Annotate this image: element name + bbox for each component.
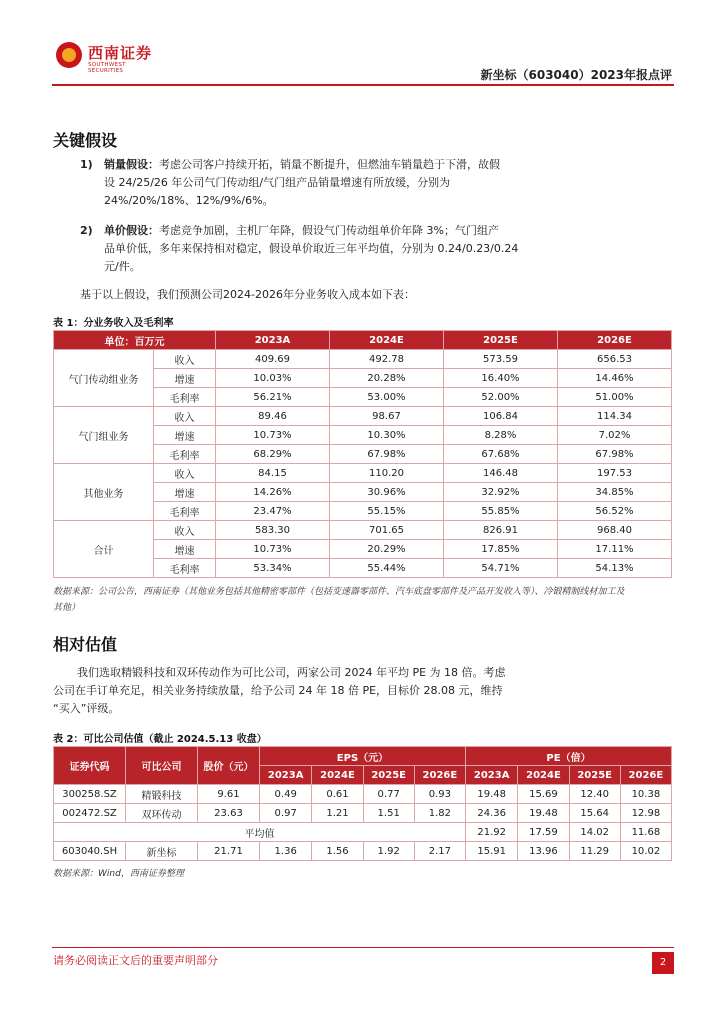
assumption-2 — [80, 222, 680, 276]
table-row — [54, 521, 672, 540]
table1-header-year: 2025E — [444, 331, 558, 350]
average-row — [54, 823, 672, 842]
company-price: 23.63 — [198, 804, 260, 823]
table-cell: 32.92% — [444, 483, 558, 502]
table1-caption: 表 1：分业务收入及毛利率 — [53, 318, 174, 329]
item-text: 考虑竞争加剧，主机厂年降，假设气门传动组单价年降 3%；气门组产 — [159, 224, 499, 237]
table-cell: 16.40% — [444, 369, 558, 388]
table-cell: 98.67 — [330, 407, 444, 426]
table-cell: 52.00% — [444, 388, 558, 407]
pe-cell: 13.96 — [518, 842, 569, 861]
table-cell: 110.20 — [330, 464, 444, 483]
company-price: 9.61 — [198, 785, 260, 804]
eps-cell: 1.92 — [363, 842, 414, 861]
metric-label: 收入 — [154, 521, 216, 540]
item-text: 考虑公司客户持续开拓，销量不断提升，但燃油车销量趋于下滑，故假 — [159, 158, 500, 171]
segment-revenue-table — [53, 330, 672, 578]
table-cell: 20.29% — [330, 540, 444, 559]
metric-label: 增速 — [154, 426, 216, 445]
header-year: 2024E — [518, 766, 569, 785]
table-cell: 67.68% — [444, 445, 558, 464]
table-cell: 53.34% — [216, 559, 330, 578]
pe-cell: 19.48 — [518, 804, 569, 823]
table-row — [54, 407, 672, 426]
table-cell: 7.02% — [558, 426, 672, 445]
pe-cell: 15.69 — [518, 785, 569, 804]
source-line: 其他） — [53, 603, 81, 613]
table-cell: 701.65 — [330, 521, 444, 540]
metric-label: 增速 — [154, 369, 216, 388]
item-text: 24%/20%/18%、12%/9%/6%。 — [104, 194, 274, 207]
metric-label: 毛利率 — [154, 559, 216, 578]
eps-cell: 1.21 — [312, 804, 363, 823]
table-cell: 10.73% — [216, 540, 330, 559]
table-row — [54, 842, 672, 861]
header-code: 证券代码 — [54, 747, 126, 785]
table-cell: 34.85% — [558, 483, 672, 502]
table-cell: 656.53 — [558, 350, 672, 369]
header-eps: EPS（元） — [260, 747, 466, 766]
logo-en-text: SOUTHWEST SECURITIES — [88, 62, 126, 74]
table1-header-year: 2023A — [216, 331, 330, 350]
table-cell: 20.28% — [330, 369, 444, 388]
table-row — [54, 464, 672, 483]
header-price: 股价（元） — [198, 747, 260, 785]
table1-header-unit: 单位：百万元 — [54, 331, 216, 350]
table2-source: 数据来源：Wind，西南证券整理 — [53, 869, 184, 879]
item-text: 元/件。 — [104, 260, 141, 273]
table-cell: 968.40 — [558, 521, 672, 540]
eps-cell: 0.93 — [414, 785, 465, 804]
header-year: 2023A — [465, 766, 517, 785]
table-cell: 23.47% — [216, 502, 330, 521]
section-title-assumptions: 关键假设 — [53, 131, 118, 150]
eps-cell: 0.97 — [260, 804, 312, 823]
item-number: 1) — [80, 158, 93, 171]
peer-valuation-table — [53, 746, 672, 861]
pe-cell: 12.40 — [569, 785, 620, 804]
table-cell: 583.30 — [216, 521, 330, 540]
header-year: 2026E — [414, 766, 465, 785]
table-cell: 573.59 — [444, 350, 558, 369]
table-cell: 17.85% — [444, 540, 558, 559]
table-cell: 55.85% — [444, 502, 558, 521]
eps-cell: 1.36 — [260, 842, 312, 861]
table-cell: 67.98% — [330, 445, 444, 464]
pe-cell: 19.48 — [465, 785, 517, 804]
table2-caption: 表 2：可比公司估值（截止 2024.5.13 收盘） — [53, 734, 267, 745]
company-code: 002472.SZ — [54, 804, 126, 823]
table1-source — [53, 584, 625, 616]
header-pe: PE（倍） — [465, 747, 671, 766]
metric-label: 毛利率 — [154, 445, 216, 464]
table-cell: 68.29% — [216, 445, 330, 464]
item-label: 单价假设： — [104, 224, 159, 237]
table-cell: 114.34 — [558, 407, 672, 426]
segment-name: 气门组业务 — [54, 407, 154, 464]
pe-cell: 10.38 — [620, 785, 671, 804]
table-cell: 197.53 — [558, 464, 672, 483]
metric-label: 增速 — [154, 483, 216, 502]
table-cell: 53.00% — [330, 388, 444, 407]
table-cell: 89.46 — [216, 407, 330, 426]
logo-cn-text: 西南证券 — [88, 44, 153, 62]
paragraph-line: “买入”评级。 — [53, 702, 120, 715]
item-text: 品单价低，多年来保持相对稳定，假设单价取近三年平均值，分别为 0.24/0.23/0.24 — [104, 242, 519, 255]
table-cell: 409.69 — [216, 350, 330, 369]
company-price: 21.71 — [198, 842, 260, 861]
table1-header-year: 2024E — [330, 331, 444, 350]
pe-cell: 10.02 — [620, 842, 671, 861]
pe-cell: 12.98 — [620, 804, 671, 823]
pe-cell: 21.92 — [465, 823, 517, 842]
table-cell: 30.96% — [330, 483, 444, 502]
company-code: 300258.SZ — [54, 785, 126, 804]
pe-cell: 14.02 — [569, 823, 620, 842]
item-number: 2) — [80, 224, 93, 237]
metric-label: 收入 — [154, 350, 216, 369]
metric-label: 毛利率 — [154, 502, 216, 521]
metric-label: 收入 — [154, 464, 216, 483]
header-year: 2025E — [569, 766, 620, 785]
eps-cell: 1.82 — [414, 804, 465, 823]
table-cell: 51.00% — [558, 388, 672, 407]
item-text: 设 24/25/26 年公司气门传动组/气门组产品销量增速有所放缓，分别为 — [104, 176, 451, 189]
report-title: 新坐标（603040）2023年报点评 — [480, 68, 672, 82]
company-code: 603040.SH — [54, 842, 126, 861]
header-year: 2026E — [620, 766, 671, 785]
valuation-paragraph — [53, 664, 673, 718]
pe-cell: 15.64 — [569, 804, 620, 823]
pe-cell: 11.68 — [620, 823, 671, 842]
table-cell: 8.28% — [444, 426, 558, 445]
company-name: 精锻科技 — [126, 785, 198, 804]
segment-name: 其他业务 — [54, 464, 154, 521]
metric-label: 收入 — [154, 407, 216, 426]
table-cell: 10.30% — [330, 426, 444, 445]
eps-cell: 1.56 — [312, 842, 363, 861]
table-cell: 56.21% — [216, 388, 330, 407]
company-name: 新坐标 — [126, 842, 198, 861]
eps-cell: 0.49 — [260, 785, 312, 804]
table-cell: 492.78 — [330, 350, 444, 369]
disclaimer-notice: 请务必阅读正文后的重要声明部分 — [53, 954, 218, 967]
company-name: 双环传动 — [126, 804, 198, 823]
header-divider — [52, 84, 674, 86]
pe-cell: 17.59 — [518, 823, 569, 842]
segment-name: 合计 — [54, 521, 154, 578]
table-cell: 10.03% — [216, 369, 330, 388]
table-row — [54, 350, 672, 369]
eps-cell: 1.51 — [363, 804, 414, 823]
table-cell: 55.44% — [330, 559, 444, 578]
section-title-valuation: 相对估值 — [53, 635, 118, 654]
eps-cell: 2.17 — [414, 842, 465, 861]
table-cell: 55.15% — [330, 502, 444, 521]
header-company: 可比公司 — [126, 747, 198, 785]
table1-header-year: 2026E — [558, 331, 672, 350]
page-header — [52, 38, 674, 88]
table-cell: 54.71% — [444, 559, 558, 578]
assumption-summary: 基于以上假设，我们预测公司2024-2026年分业务收入成本如下表： — [80, 288, 415, 301]
pe-cell: 15.91 — [465, 842, 517, 861]
page-number: 2 — [652, 952, 674, 974]
header-year: 2024E — [312, 766, 363, 785]
paragraph-line: 公司在手订单充足，相关业务持续放量，给予公司 24 年 18 倍 PE，目标价 28.08 元，维持 — [53, 684, 503, 697]
table-cell: 10.73% — [216, 426, 330, 445]
eps-cell: 0.77 — [363, 785, 414, 804]
logo-emblem-icon — [56, 42, 82, 68]
source-line: 数据来源：公司公告，西南证券（其他业务包括其他精密零部件（包括变速器零部件、汽车底盘零部件及产品开发收入等）、冷锻精制线材加工及 — [53, 587, 625, 597]
header-year: 2025E — [363, 766, 414, 785]
table-cell: 826.91 — [444, 521, 558, 540]
eps-cell: 0.61 — [312, 785, 363, 804]
header-year: 2023A — [260, 766, 312, 785]
metric-label: 毛利率 — [154, 388, 216, 407]
table-cell: 14.26% — [216, 483, 330, 502]
table-cell: 56.52% — [558, 502, 672, 521]
table-cell: 106.84 — [444, 407, 558, 426]
assumption-1 — [80, 156, 680, 210]
table-cell: 54.13% — [558, 559, 672, 578]
table-cell: 14.46% — [558, 369, 672, 388]
metric-label: 增速 — [154, 540, 216, 559]
table-row — [54, 785, 672, 804]
pe-cell: 11.29 — [569, 842, 620, 861]
table-row — [54, 804, 672, 823]
average-label: 平均值 — [54, 823, 466, 842]
table-cell: 84.15 — [216, 464, 330, 483]
company-logo — [52, 38, 162, 78]
table-cell: 67.98% — [558, 445, 672, 464]
footer-divider — [52, 947, 674, 948]
segment-name: 气门传动组业务 — [54, 350, 154, 407]
paragraph-line: 我们选取精锻科技和双环传动作为可比公司，两家公司 2024 年平均 PE 为 18 倍。考虑 — [77, 666, 506, 679]
table-cell: 17.11% — [558, 540, 672, 559]
pe-cell: 24.36 — [465, 804, 517, 823]
table-cell: 146.48 — [444, 464, 558, 483]
item-label: 销量假设： — [104, 158, 159, 171]
